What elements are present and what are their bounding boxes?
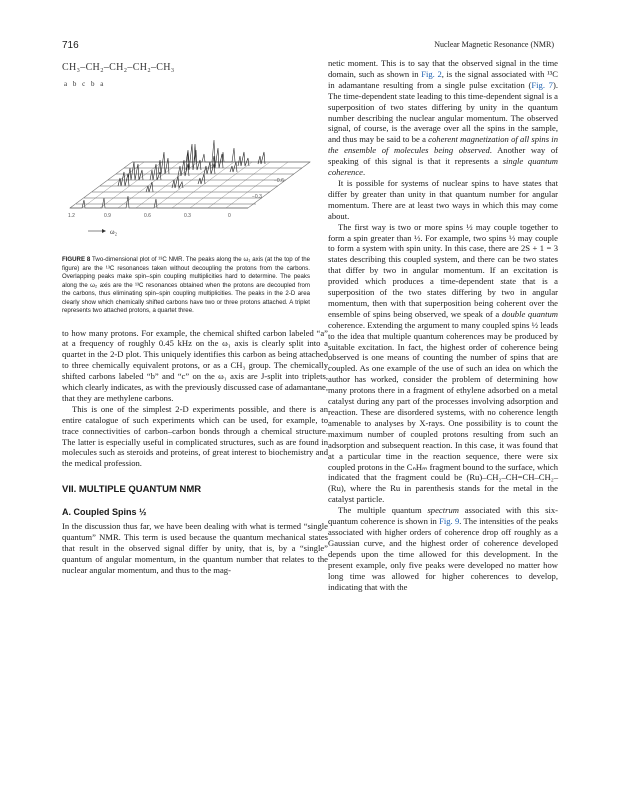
svg-text:0.3: 0.3 [184,213,191,219]
plot-floor [70,162,310,208]
right-paragraph-3: The first way is two or more spins ½ may couple together to form a spin greater than ½. For example, two spins ½ may couple to form a system with spin unity. In this case, there are 2S + 1 = 3 states describing this coupled system, and there can be two states that differ by two in angular momentum. If an excitation is provided which produces a time-dependent state that is a superposition of the two states differing by two in angular momentum, then with that superposition being coherent over the ensemble of spins being observed, we speak of a double quantum coherence. Extending the argument to many coupled spins ½ leads to the idea that multiple quantum coherences may be produced by suitable excitation. In fact, the highest order of coherence being observed is one means of counting the number of spins that are coupled. As one example of the use of such an idea on which the author has worked, consider the problem of determining how many protons there in a fragment of ethylene adsorbed on a metal catalyst during any part of the processes involving adsorption and reaction. These are disordered systems, with no coherence length amenable to analyses by X-rays. One possibility is to count the maximum number of coupled protons resulting from such an adsorption and subsequent reaction. In this case, it was found that at a particular time in the reaction sequence, there were six coupled protons in the CₙHₘ fragment bound to the surface, which indicated that the fragment could be (Ru)–CH₂–CH=CH–CH₂–(Ru), where the Ru in parenthesis stands for the metal in the catalyst particle. [328,221,559,505]
right-paragraph-1: netic moment. This is to say that the observed signal in the time domain, such as shown in Fig. 2, is the signal associated with ¹³C in adamantane resulting from a single pulse excitation (Fig. 7). The time-dependent state leading to this time-dependent signal is a superposition of two states differing by unity in the quantum number describing the nuclear angular momentum. The observed signal, of course, is the average over all the spins in the sample, and thus may be said to be a coherent magnetization of all spins in the ensemble of molecules being observed. Another way of speaking of this signal is that it represents a single quantum coherence. [328,58,558,178]
running-head: Nuclear Magnetic Resonance (NMR) [434,40,554,49]
page-number: 716 [62,40,79,51]
left-paragraph-2: This is one of the simplest 2-D experiments possible, and there is an entire catalogue of such experiments which can be used, for example, to trace connectivities of carbon–carbon bonds through a chemical structure. The latter is especially useful in complicated structures, such as are found in molecules such as steroids and proteins, of great interest to biochemistry and the medical profession. [62,403,328,469]
subsection-paragraph: In the discussion thus far, we have been dealing with what is termed “single quantum” NMR. This term is used because the quantum mechanical states that result in the observed signal differ by unity, that is, by a “single” quantum of angular momentum, in the quantum number that relates to the nuclear angular momentum, and thus to the mag- [62,521,328,575]
figure-8 [62,58,328,254]
svg-text:−0.3: −0.3 [252,194,262,200]
svg-text:1.2: 1.2 [68,213,75,219]
svg-text:0.6: 0.6 [144,213,151,219]
fig9-link[interactable]: Fig. 9 [439,516,460,527]
right-paragraph-2: It is possible for systems of nuclear spins to have states that differ by greater than unity in that quantum number for angular momentum. There are at least two ways in which this may come about. [328,177,558,221]
omega2-axis-label: ω₂ [110,228,118,236]
subsection-heading: A. Coupled Spins ½ [62,507,147,518]
left-column [62,58,328,576]
fig7-link[interactable]: Fig. 7 [531,79,553,90]
svg-text:−0.6: −0.6 [274,178,284,184]
omega1-projection [180,140,242,162]
caption-label: FIGURE 8 [62,256,91,263]
caption-text: Two-dimensional plot of ¹³C NMR. The peaks along the ω₁ axis (at the top of the figure) are the ¹³C resonances taken without decoupling the protons from the carbons. Overlapping peaks make spin–spin coupling multiplicities hard to determine. The peaks along the ω₂ axis are the ¹³C resonances obtained when the protons are decoupled from the carbons, thus eliminating spin–spin coupling multiplicities. The peaks in the 2-D area clearly show which chemically shifted carbons have two or three protons attached. A triplet represents two attached protons, a quartet three. [62,256,310,314]
left-paragraph-1: to how many protons. For example, the chemical shifted carbon labeled “a” at a frequency of roughly 0.45 kHz on the ω₁ axis is clearly split into a quartet in the 2-D plot. This uniquely identifies this carbon as being attached to three chemically equivalent protons, or as a CH₃ group. The chemically shifted carbons labeled “b” and “c” on the ω₁ axis are J-split into triplets, which clearly indicates, as with the previously discussed case of adamantane, that they are methylene carbons. [62,327,328,403]
figure-atom-labels: a b c b a [64,80,106,88]
fig2-link[interactable]: Fig. 2 [421,68,442,79]
figure-caption [62,256,310,316]
right-paragraph-4: The multiple quantum spectrum associated with this six-quantum coherence is shown in Fig. 9. The intensities of the peaks associated with higher orders of coherence drop off roughly as a Gaussian curve, and the highest order of coherence developed depends upon the time allowed for this development. In the present example, only five peaks were developed no matter how long time was allowed for higher coherences to develop, indicating that with the [328,505,559,592]
svg-text:0.9: 0.9 [104,213,111,219]
svg-text:0: 0 [228,213,231,219]
right-column [328,58,558,592]
section-heading: VII. MULTIPLE QUANTUM NMR [62,484,202,496]
figure-formula: CH₃–CH₂–CH₂–CH₂–CH₃ [62,62,175,73]
